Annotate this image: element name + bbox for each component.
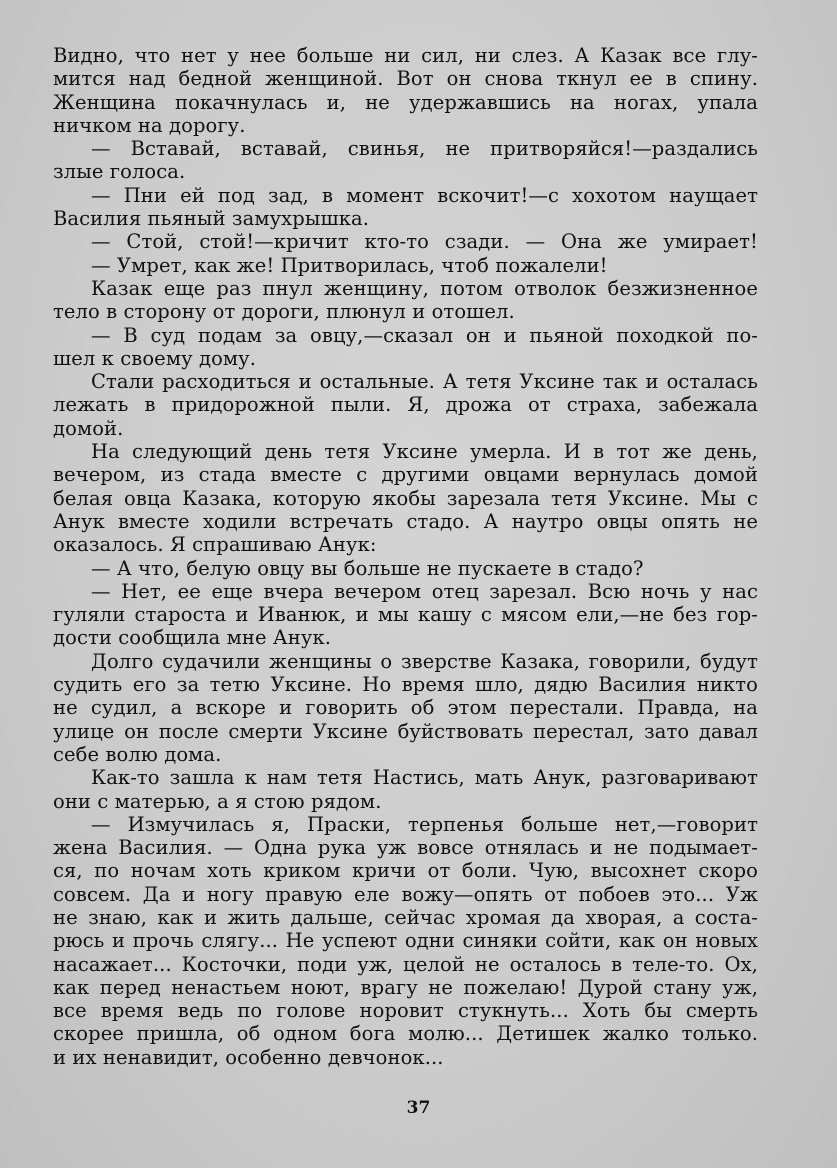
text-line: — Вставай, вставай, свинья, не притворяйся!—раздались bbox=[91, 137, 758, 161]
text-line: совсем. Да и ногу правую еле вожу—опять от побоев это... Уж bbox=[53, 882, 758, 906]
text-line: вечером, из стада вместе с другими овцами вернулась домой bbox=[53, 463, 758, 487]
text-line: белая овца Казака, которую якобы зарезала тетя Уксине. Мы с bbox=[53, 486, 758, 510]
text-line: — Измучилась я, Праски, терпенья больше нет,—говорит bbox=[91, 812, 758, 836]
text-line: все время ведь по голове норовит стукнуть... Хоть бы смерть bbox=[53, 999, 758, 1023]
text-line: Казак еще раз пнул женщину, потом отволок безжизненное bbox=[91, 276, 758, 300]
text-line: ничком на дорогу. bbox=[53, 113, 246, 137]
text-line: домой. bbox=[53, 416, 124, 440]
text-line: злые голоса. bbox=[53, 160, 186, 184]
text-line: На следующий день тетя Уксине умерла. И в тот же день, bbox=[91, 440, 758, 464]
text-line: и их ненавидит, особенно девчонок... bbox=[53, 1045, 444, 1069]
page-body-text bbox=[53, 44, 758, 1069]
text-line: Как-то зашла к нам тетя Настись, мать Анук, разговаривают bbox=[91, 766, 758, 790]
text-line: — В суд подам за овцу,—сказал он и пьяной походкой по- bbox=[91, 323, 758, 347]
text-line: — Стой, стой!—кричит кто-то сзади. — Она же умирает! bbox=[91, 230, 758, 254]
text-line: — Умрет, как же! Притворилась, чтоб пожалели! bbox=[91, 253, 608, 277]
text-line: Видно, что нет у нее больше ни сил, ни слез. А Казак все глу- bbox=[53, 44, 758, 67]
text-line: гуляли староста и Иванюк, и мы кашу с мясом ели,—не без гор- bbox=[53, 603, 758, 627]
text-line: мится над бедной женщиной. Вот он снова ткнул ее в спину. bbox=[53, 67, 758, 91]
text-line: улице он после смерти Уксине буйствовать перестал, зато давал bbox=[53, 719, 758, 743]
text-line: — А что, белую овцу вы больше не пускаете в стадо? bbox=[91, 556, 644, 580]
text-line: жена Василия. — Одна рука уж вовсе отнялась и не подымает- bbox=[53, 836, 758, 860]
text-line: не знаю, как и жить дальше, сейчас хромая да хворая, а соста- bbox=[53, 905, 758, 929]
text-line: Долго судачили женщины о зверстве Казака, говорили, будут bbox=[91, 649, 758, 673]
text-line: тело в сторону от дороги, плюнул и отошел. bbox=[53, 300, 515, 324]
text-line: Женщина покачнулась и, не удержавшись на ногах, упала bbox=[53, 90, 758, 114]
text-line: как перед ненастьем ноют, врагу не пожелаю! Дурой стану уж, bbox=[53, 975, 758, 999]
page-number: 37 bbox=[406, 1098, 431, 1118]
text-line: Василия пьяный замухрышка. bbox=[53, 207, 370, 231]
text-line: себе волю дома. bbox=[53, 742, 222, 766]
text-line: насажает... Косточки, поди уж, целой не осталось в теле-то. Ох, bbox=[53, 952, 758, 976]
text-line: шел к своему дому. bbox=[53, 346, 257, 370]
text-line: лежать в придорожной пыли. Я, дрожа от страха, забежала bbox=[53, 393, 758, 417]
text-line: дости сообщила мне Анук. bbox=[53, 626, 332, 650]
text-line: не судил, а вскоре и говорить об этом перестали. Правда, на bbox=[53, 696, 758, 720]
text-line: — Пни ей под зад, в момент вскочит!—с хохотом наущает bbox=[91, 183, 758, 207]
text-line: судить его за тетю Уксине. Но время шло, дядю Василия никто bbox=[53, 673, 758, 697]
text-line: скорее пришла, об одном бога молю... Детишек жалко только. bbox=[53, 1022, 758, 1046]
text-line: — Нет, ее еще вчера вечером отец зарезал. Всю ночь у нас bbox=[91, 579, 758, 603]
text-line: Стали расходиться и остальные. А тетя Уксине так и осталась bbox=[91, 370, 758, 394]
text-line: оказалось. Я спрашиваю Анук: bbox=[53, 533, 377, 557]
text-line: ся, по ночам хоть криком кричи от боли. Чую, высохнет скоро bbox=[53, 859, 758, 883]
text-line: Анук вместе ходили встречать стадо. А наутро овцы опять не bbox=[53, 509, 758, 533]
text-line: рюсь и прочь слягу... Не успеют одни синяки сойти, как он новых bbox=[53, 929, 758, 953]
text-line: они с матерью, а я стою рядом. bbox=[53, 789, 382, 813]
